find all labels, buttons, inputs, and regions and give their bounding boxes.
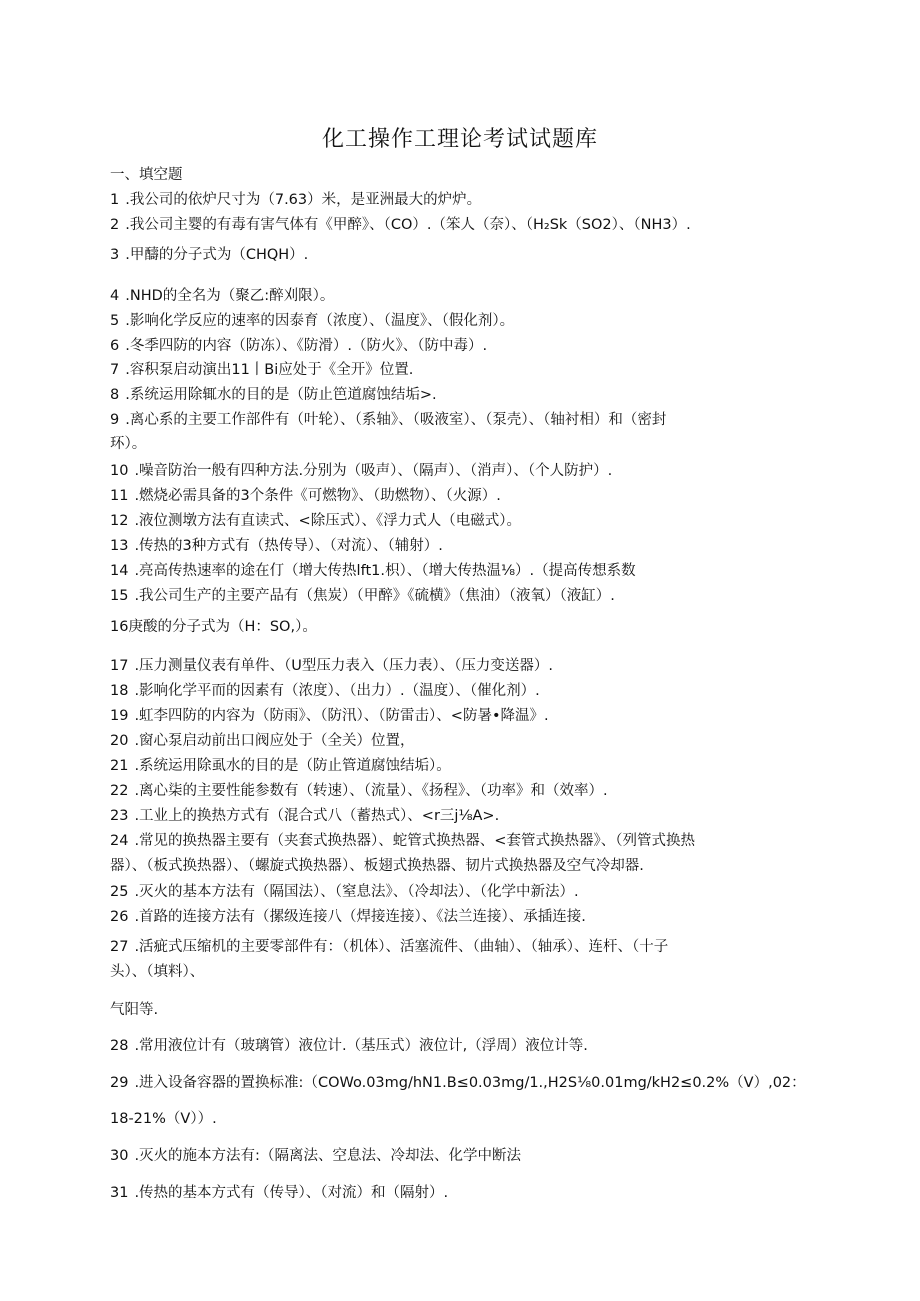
list-item: 24 .常见的换热器主要有（夹套式换热器）、蛇管式换热器、<套管式换热器》、（列管式换热 [110,833,695,849]
list-item: 21 .系统运用除虱水的目的是（防止管道腐蚀结垢）。 [110,758,451,774]
list-item: 23 .工业上的换热方式有（混合式八（蓄热式）、<r三j⅛A>. [110,808,500,824]
list-item-continuation: 头）、（填料）、 [110,964,205,980]
list-item: 8 .系统运用除辄水的目的是（防止笆道腐蚀结垢>. [110,387,437,403]
list-item: 15 .我公司生产的主要产品有（焦炭）（甲醉》《硫横》（焦油）（液氧）（液缸）. [110,588,615,604]
page-title: 化工操作工理论考试试题库 [321,127,598,152]
list-item: 18 .影响化学平而的因素有（浓度）、（出力）.（温度）、（催化剂）. [110,683,540,699]
list-item: 30 .灭火的施本方法有:（隔离法、空息法、冷却法、化学中断法 [110,1148,521,1164]
list-item-continuation: 气阳等. [110,1002,159,1018]
list-item: 22 .离心柒的主要性能参数有（转速）、（流量）、《扬程》、（功率》和（效率）. [110,783,608,799]
list-item: 20 .窗心泵启动前出口阀应处于（全关）位置， [110,733,415,749]
list-item: 25 .灭火的基本方法有（隔国法）、（窒息法》、（冷却法）、（化学中新法）. [110,884,579,900]
list-item-continuation: 器）、（板式换热器）、（螺旋式换热器）、板翅式换热器、韧片式换热器及空气冷却器. [110,858,644,874]
list-item: 9 .离心系的主要工作部件有（叶轮）、（系轴》、（吸液室）、（泵壳）、（轴衬相）和（密封 [110,412,667,428]
list-item: 17 .压力测量仪表有单件、（U型压力表入（压力表）、（压力变送器）. [110,658,554,674]
list-item: 31 .传热的基本方式有（传导）、（对流）和（隔射）. [110,1185,449,1201]
list-item: 29 .进入设备容器的置换标准:（COWo.03mg∕hN1.B≤0.03mg∕1.,H2S⅛0.01mg∕kH2≤0.2%（V）,02： [110,1075,806,1091]
list-item: 1 .我公司的依炉尺寸为（7.63）米，是亚洲最大的炉炉。 [110,192,482,208]
list-item: 16庚酸的分子式为（H：SO,）。 [110,619,317,635]
list-item-continuation: 环）。 [110,436,147,452]
list-item: 4 .NHD的全名为（聚乙:醉刈限）。 [110,288,335,304]
list-item: 12 .液位测墩方法有直读式、<除压式）、《浮力式人（电磁式）。 [110,513,521,529]
list-item: 11 .燃烧必需具备的3个条件《可燃物》、（助燃物）、（火源）. [110,488,501,504]
list-item: 6 .冬季四防的内容（防冻）、《防滑）.（防火》、（防中毒）. [110,338,488,354]
section-heading: 一、填空题 [110,167,183,183]
list-item: 28 .常用液位计有（玻璃管）液位计.（基压式）液位计,（浮周）液位计等. [110,1038,588,1054]
list-item: 3 .甲醻的分子式为（CHQH）. [110,247,309,263]
list-item: 19 .虹李四防的内容为（防雨》、（防汛）、（防雷击）、<防暑•降温》. [110,708,549,724]
list-item: 27 .活疵式压缩机的主要零部件有：（机体）、活塞流件、（曲轴）、（轴承）、连杆、（十子 [110,939,669,955]
list-item-continuation: 18-21%（V））. [110,1111,217,1127]
list-item: 5 .影响化学反应的速率的因泰育（浓度）、（温度》、（假化剂）。 [110,313,515,329]
list-item: 7 .容积泵启动演出11丨Bi应处于《全开》位置. [110,362,414,378]
list-item: 13 .传热的3种方式有（热传导）、（对流）、（辅射）. [110,538,443,554]
list-item: 14 .亮高传热速率的途在仃（增大传热lft1.枳）、（增大传热温⅛）.（提高传想系数 [110,563,636,579]
list-item: 26 .首路的连接方法有（摞级连接八（焊接连接）、《法兰连接）、承插连接. [110,909,586,925]
list-item: 10 .噪音防治一般有四种方法.分别为（吸声）、（隔声）、（消声）、（个人防护）. [110,463,613,479]
list-item: 2 .我公司主婴的有毒有害气体有《甲醉》、（CO）.（笨人（奈）、（H₂Sk（SO2）、（NH3）. [110,217,691,233]
